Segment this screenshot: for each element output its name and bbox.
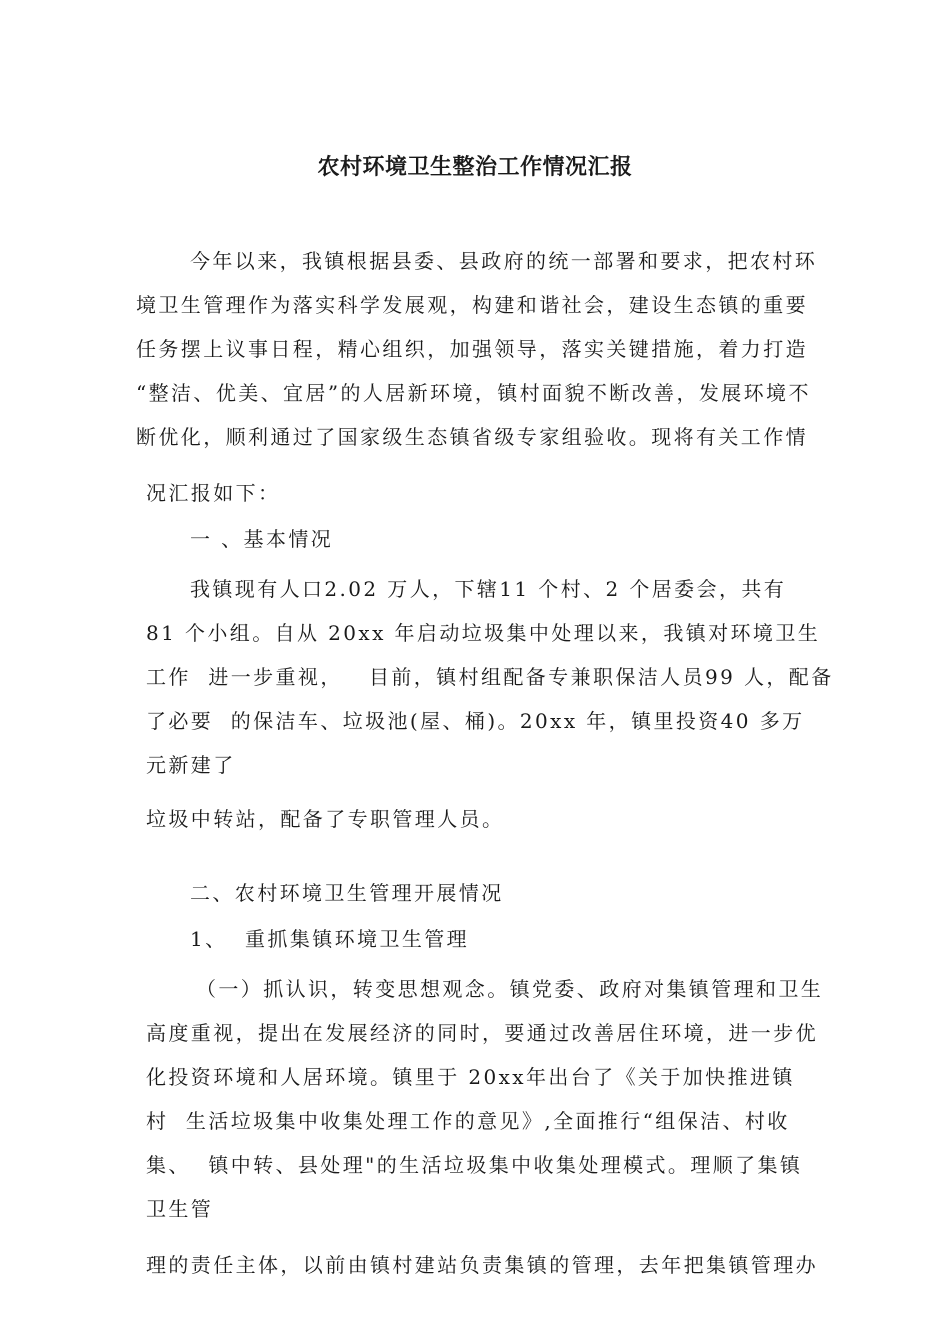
body-line: （一）抓认识，转变思想观念。镇党委、政府对集镇管理和卫生 bbox=[196, 977, 824, 1001]
intro-line: 断优化，顺利通过了国家级生态镇省级专家组验收。现将有关工作情 bbox=[136, 425, 808, 449]
body-line: 化投资环境和人居环境。镇里于 20xx年出台了《关于加快推进镇 bbox=[146, 1065, 795, 1089]
section-heading: 一 、基本情况 bbox=[190, 527, 334, 551]
intro-line: 境卫生管理作为落实科学发展观，构建和谐社会，建设生态镇的重要 bbox=[136, 293, 808, 317]
document-title: 农村环境卫生整治工作情况汇报 bbox=[317, 155, 633, 180]
body-line: 卫生管 bbox=[146, 1197, 214, 1221]
subsection-heading: 1、 重抓集镇环境卫生管理 bbox=[190, 927, 470, 951]
body-line: 集、 镇中转、县处理"的生活垃圾集中收集处理模式。理顺了集镇 bbox=[146, 1153, 803, 1177]
intro-line: 况汇报如下： bbox=[146, 481, 281, 505]
body-line: 理的责任主体，以前由镇村建站负责集镇的管理，去年把集镇管理办 bbox=[146, 1253, 818, 1277]
body-line: 工作 进一步重视， 目前，镇村组配备专兼职保洁人员99 人，配备 bbox=[146, 665, 834, 689]
intro-line: “整洁、优美、宜居”的人居新环境，镇村面貌不断改善，发展环境不 bbox=[136, 381, 811, 405]
body-line: 垃圾中转站，配备了专职管理人员。 bbox=[146, 807, 505, 831]
body-line: 高度重视，提出在发展经济的同时，要通过改善居住环境，进一步优 bbox=[146, 1021, 818, 1045]
intro-line: 任务摆上议事日程，精心组织，加强领导，落实关键措施，着力打造 bbox=[136, 337, 808, 361]
section-heading: 二、农村环境卫生管理开展情况 bbox=[190, 881, 504, 905]
body-line: 81 个小组。自从 20xx 年启动垃圾集中处理以来，我镇对环境卫生 bbox=[146, 621, 821, 645]
body-line: 了必要 的保洁车、垃圾池(屋、桶)。20xx 年，镇里投资40 多万 bbox=[146, 709, 805, 733]
body-line: 元新建了 bbox=[146, 753, 236, 777]
body-line: 村 生活垃圾集中收集处理工作的意见》,全面推行“组保洁、村收 bbox=[146, 1109, 790, 1133]
body-line: 我镇现有人口2.02 万人，下辖11 个村、2 个居委会，共有 bbox=[190, 577, 787, 601]
intro-line: 今年以来，我镇根据县委、县政府的统一部署和要求，把农村环 bbox=[190, 249, 818, 273]
